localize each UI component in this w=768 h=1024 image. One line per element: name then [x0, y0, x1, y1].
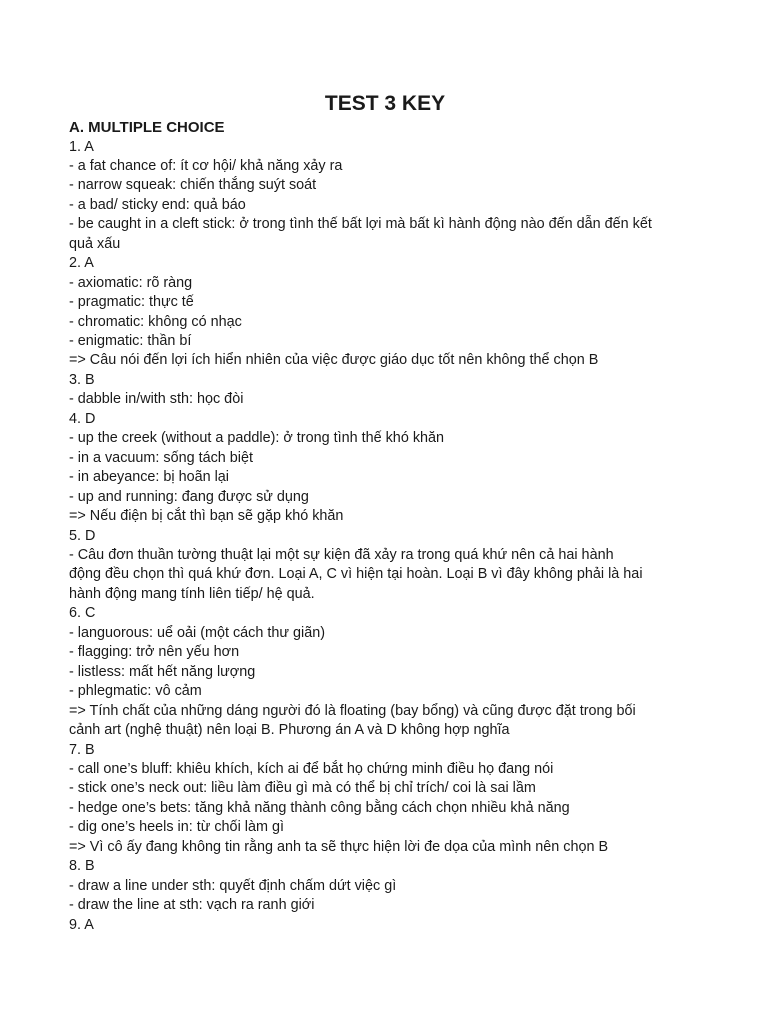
text-line: - call one’s bluff: khiêu khích, kích ai để bắt họ chứng minh điều họ đang nói — [69, 761, 554, 777]
text-line: cảnh art (nghệ thuật) nên loại B. Phương án A và D không hợp nghĩa — [69, 722, 510, 739]
text-line: - draw the line at sth: vạch ra ranh giới — [69, 897, 315, 914]
text-line: - Câu đơn thuần tường thuật lại một sự kiện đã xảy ra trong quá khứ nên cả hai hành — [69, 547, 614, 564]
document-title: TEST 3 KEY — [324, 92, 446, 115]
text-line: 5. D — [69, 527, 96, 544]
text-line: - phlegmatic: vô cảm — [69, 683, 202, 700]
section-heading: A. MULTIPLE CHOICE — [69, 119, 225, 136]
text-line: - up the creek (without a paddle): ở trong tình thế khó khăn — [69, 430, 445, 447]
text-line: - in abeyance: bị hoãn lại — [69, 469, 230, 486]
document-page — [69, 90, 701, 935]
text-line: - stick one’s neck out: liều làm điều gì mà có thể bị chỉ trích/ coi là sai lầm — [69, 780, 536, 797]
text-line: - flagging: trở nên yếu hơn — [69, 644, 240, 661]
text-line: - a fat chance of: ít cơ hội/ khả năng xảy ra — [69, 157, 343, 174]
text-line: - dig one’s heels in: từ chối làm gì — [69, 819, 284, 836]
text-line: 1. A — [69, 138, 94, 155]
text-line: - in a vacuum: sống tách biệt — [69, 449, 253, 466]
text-line: - up and running: đang được sử dụng — [69, 488, 309, 505]
text-line: - enigmatic: thần bí — [69, 333, 192, 350]
text-line: - languorous: uể oải (một cách thư giãn) — [69, 624, 326, 641]
text-line: - chromatic: không có nhạc — [69, 313, 242, 330]
text-line: - pragmatic: thực tế — [69, 294, 194, 311]
text-line: động đều chọn thì quá khứ đơn. Loại A, C vì hiện tại hoàn. Loại B vì đây không phải là hai — [69, 566, 643, 583]
text-line: - be caught in a cleft stick: ở trong tình thế bất lợi mà bất kì hành động nào đến dẫn đến kết — [69, 216, 652, 233]
text-line: quả xấu — [69, 235, 121, 252]
text-line: 8. B — [69, 858, 95, 875]
text-line: 3. B — [69, 371, 95, 388]
text-line: => Câu nói đến lợi ích hiển nhiên của việc được giáo dục tốt nên không thể chọn B — [69, 352, 599, 369]
text-line: => Nếu điện bị cắt thì bạn sẽ gặp khó khăn — [69, 508, 344, 525]
text-line: - hedge one’s bets: tăng khả năng thành công bằng cách chọn nhiều khả năng — [69, 799, 570, 816]
text-line: => Tính chất của những dáng người đó là floating (bay bổng) và cũng được đặt trong bối — [69, 702, 636, 719]
text-line: - draw a line under sth: quyết định chấm dứt việc gì — [69, 877, 397, 894]
text-line: => Vì cô ấy đang không tin rằng anh ta sẽ thực hiện lời đe dọa của mình nên chọn B — [69, 838, 609, 855]
text-line: hành động mang tính liên tiếp/ hệ quả. — [69, 585, 315, 602]
text-line: - narrow squeak: chiến thắng suýt soát — [69, 177, 317, 194]
text-line: - listless: mất hết năng lượng — [69, 663, 256, 680]
answer-key-body — [69, 138, 701, 936]
text-line: - dabble in/with sth: học đòi — [69, 391, 244, 408]
text-line: 6. C — [69, 605, 96, 622]
text-line: - a bad/ sticky end: quả báo — [69, 196, 246, 213]
text-line: 4. D — [69, 410, 96, 427]
text-line: 9. A — [69, 916, 94, 933]
text-line: 7. B — [69, 741, 95, 758]
text-line: 2. A — [69, 255, 94, 272]
text-line: - axiomatic: rõ ràng — [69, 274, 193, 291]
